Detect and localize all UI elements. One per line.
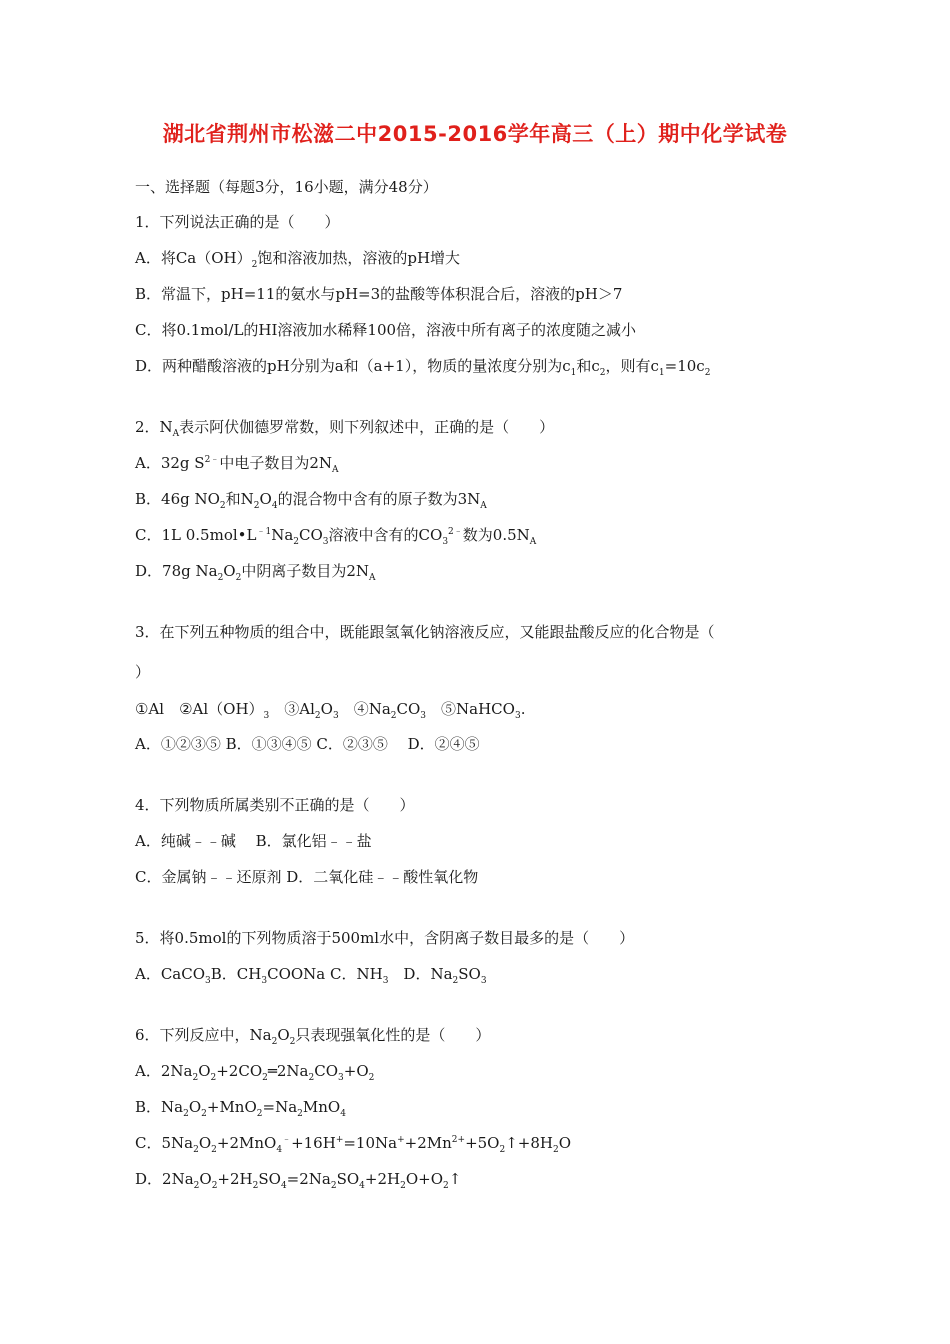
q6-stem: 6．下列反应中，$Na_2O_2$只表现强氧化性的是（ ） bbox=[135, 1026, 491, 1047]
exam-title: 湖北省荆州市松滋二中2015-2016学年高三（上）期中化学试卷 bbox=[162, 122, 788, 146]
q3-stem: 3．在下列五种物质的组合中，既能跟氢氧化钠溶液反应，又能跟盐酸反应的化合物是（ bbox=[135, 623, 715, 641]
q5-stem: 5．将0.5mol的下列物质溶于500ml水中，含阴离子数目最多的是（ ） bbox=[135, 929, 635, 947]
q6-option-c: C．$5Na_2O_2+2MnO_4^﹣+16H^+=10Na^++2Mn^{2+}+5O_2↑+8H_2O$ bbox=[135, 1134, 572, 1155]
q6-option-a: A．$2Na_2O_2+2CO_2═2Na_2CO_3+O_2$ bbox=[135, 1062, 375, 1083]
q1-option-c: C．将0.1mol/L的HI溶液加水稀释100倍，溶液中所有离子的浓度随之减小 bbox=[135, 321, 637, 339]
q2-option-d: D．78g $Na_2O_2$中阴离子数目为$2N_A$ bbox=[135, 562, 376, 583]
q3-stem-continued: ） bbox=[135, 663, 151, 681]
q1-option-a: A．将$Ca(OH)_2$饱和溶液加热，溶液的pH增大 bbox=[135, 249, 461, 270]
q1-option-b: B．常温下，pH=11的氨水与pH=3的盐酸等体积混合后，溶液的pH＞7 bbox=[135, 285, 623, 303]
q1-stem: 1．下列说法正确的是（ ） bbox=[135, 213, 340, 231]
q4-options-ab: A．纯碱﹣﹣碱 B．氯化铝﹣﹣盐 bbox=[135, 832, 372, 850]
q6-option-d: D．$2Na_2O_2+2H_2SO_4=2Na_2SO_4+2H_2O+O_2↑$ bbox=[135, 1170, 462, 1191]
q2-option-c: C．1L $0.5mol•L^{﹣1}Na_2CO_3$溶液中含有的$CO_3^{2﹣}$数为$0.5N_A$ bbox=[135, 526, 537, 547]
q2-stem: 2．$N_A$表示阿伏伽德罗常数，则下列叙述中，正确的是（ ） bbox=[135, 418, 555, 439]
q4-stem: 4．下列物质所属类别不正确的是（ ） bbox=[135, 796, 415, 814]
q3-compound-list: ①Al $②Al(OH)_3$ $③Al_2O_3$ $④Na_2CO_3$ ⑤NaHCO$_3$. bbox=[135, 700, 526, 721]
q2-option-a: A．32g $S^{2﹣}$中电子数目为$2N_A$ bbox=[135, 454, 339, 475]
section-heading: 一、选择题（每题3分，16小题，满分48分） bbox=[135, 178, 438, 196]
q2-option-b: B．46g $NO_2$和$N_2O_4$的混合物中含有的原子数为$3N_A$ bbox=[135, 490, 487, 511]
q5-options: A．CaCO$_3$B．$CH_3COONa$ C．$NH_3$ D．$Na_2SO_3$ bbox=[135, 965, 487, 986]
q1-option-d: D．两种醋酸溶液的pH分别为a和（a+1），物质的量浓度分别为$c_1$和$c_2$，则有$c_1=10c_2$ bbox=[135, 357, 711, 378]
q3-options: A．①②③⑤ B．①③④⑤ C．②③⑤ D．②④⑤ bbox=[135, 735, 480, 753]
q6-option-b: B．$Na_2O_2+MnO_2=Na_2MnO_4$ bbox=[135, 1098, 346, 1119]
q4-options-cd: C．金属钠﹣﹣还原剂 D．二氧化硅﹣﹣酸性氧化物 bbox=[135, 868, 479, 886]
